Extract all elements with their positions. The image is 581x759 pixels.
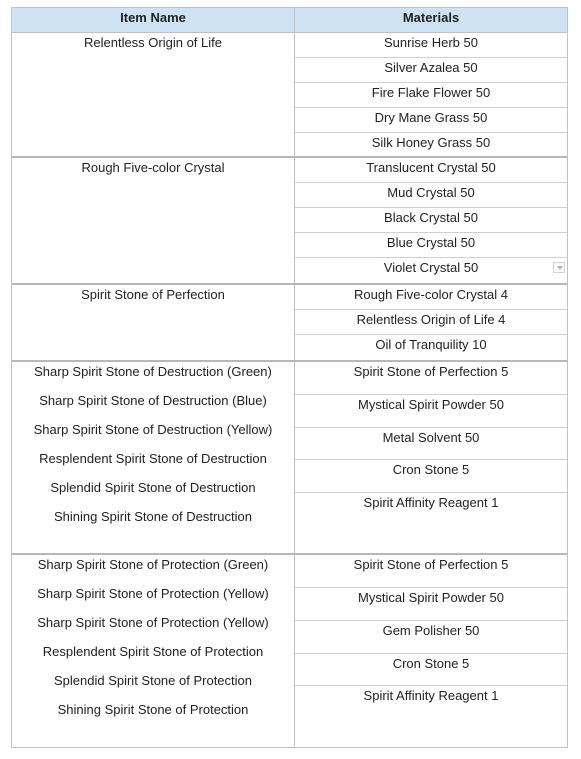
item-name-cell[interactable] — [12, 285, 295, 360]
header-materials[interactable]: Materials — [295, 8, 567, 33]
material-label: Rough Five-color Crystal 4 — [354, 287, 508, 302]
material-cell[interactable] — [295, 335, 567, 360]
material-label: Sunrise Herb 50 — [384, 35, 478, 50]
material-cell[interactable] — [295, 285, 567, 310]
material-cell[interactable] — [295, 428, 567, 460]
item-name: Resplendent Spirit Stone of Destruction — [39, 451, 267, 466]
material-label: Cron Stone 5 — [392, 656, 470, 671]
material-cell[interactable] — [295, 310, 567, 335]
item-name-cell[interactable] — [12, 33, 295, 156]
material-cell[interactable] — [295, 83, 567, 108]
materials-table — [11, 7, 568, 748]
item-name: Shining Spirit Stone of Protection — [57, 702, 249, 717]
material-label: Spirit Stone of Perfection 5 — [353, 557, 509, 572]
material-label: Oil of Tranquility 10 — [375, 337, 487, 352]
material-cell[interactable] — [295, 686, 567, 746]
item-name: Shining Spirit Stone of Destruction — [54, 509, 252, 524]
item-name-cell[interactable] — [12, 362, 295, 553]
table-row-group — [12, 158, 567, 285]
material-label: Cron Stone 5 — [392, 462, 470, 477]
item-name: Resplendent Spirit Stone of Protection — [42, 644, 264, 659]
material-cell[interactable] — [295, 258, 567, 283]
item-name-cell[interactable] — [12, 158, 295, 283]
table-row-group — [12, 285, 567, 362]
material-cell[interactable] — [295, 158, 567, 183]
table-row-group — [12, 362, 567, 555]
table-row-group — [12, 555, 567, 748]
material-label: Spirit Affinity Reagent 1 — [363, 688, 499, 703]
material-label: Violet Crystal 50 — [383, 260, 479, 275]
material-cell[interactable] — [295, 183, 567, 208]
material-label: Dry Mane Grass 50 — [374, 110, 488, 125]
material-label: Spirit Affinity Reagent 1 — [363, 495, 499, 510]
item-name: Relentless Origin of Life — [83, 35, 222, 50]
material-cell[interactable] — [295, 654, 567, 686]
material-label: Mud Crystal 50 — [387, 185, 475, 200]
material-cell[interactable] — [295, 460, 567, 493]
item-name: Sharp Spirit Stone of Destruction (Blue) — [39, 393, 267, 408]
material-label: Black Crystal 50 — [384, 210, 478, 225]
item-name: Splendid Spirit Stone of Destruction — [50, 480, 256, 495]
material-cell[interactable] — [295, 621, 567, 654]
material-label: Mystical Spirit Powder 50 — [358, 397, 504, 412]
item-name: Sharp Spirit Stone of Protection (Yellow) — [37, 586, 269, 601]
material-cell[interactable] — [295, 58, 567, 83]
material-label: Silk Honey Grass 50 — [371, 135, 491, 150]
material-cell[interactable] — [295, 555, 567, 588]
table-row-group — [12, 33, 567, 158]
material-cell[interactable] — [295, 493, 567, 553]
item-name: Spirit Stone of Perfection — [81, 287, 225, 302]
item-name: Sharp Spirit Stone of Protection (Green) — [37, 557, 269, 572]
material-label: Gem Polisher 50 — [382, 623, 480, 638]
material-label: Fire Flake Flower 50 — [371, 85, 491, 100]
material-label: Metal Solvent 50 — [382, 430, 480, 445]
material-cell[interactable] — [295, 133, 567, 156]
material-cell[interactable] — [295, 395, 567, 428]
item-name: Sharp Spirit Stone of Destruction (Yellow) — [33, 422, 273, 437]
item-name: Rough Five-color Crystal — [81, 160, 225, 175]
material-cell[interactable] — [295, 108, 567, 133]
item-name: Sharp Spirit Stone of Protection (Yellow) — [37, 615, 269, 630]
material-label: Mystical Spirit Powder 50 — [358, 590, 504, 605]
material-cell[interactable] — [295, 362, 567, 395]
item-name-cell[interactable] — [12, 555, 295, 746]
material-label: Translucent Crystal 50 — [366, 160, 496, 175]
dropdown-arrow-icon[interactable] — [553, 262, 565, 273]
material-label: Silver Azalea 50 — [384, 60, 478, 75]
material-cell[interactable] — [295, 208, 567, 233]
material-label: Spirit Stone of Perfection 5 — [353, 364, 509, 379]
item-name: Sharp Spirit Stone of Destruction (Green) — [34, 364, 272, 379]
material-cell[interactable] — [295, 233, 567, 258]
material-cell[interactable] — [295, 588, 567, 621]
material-label: Blue Crystal 50 — [386, 235, 476, 250]
item-name: Splendid Spirit Stone of Protection — [53, 673, 252, 688]
material-label: Relentless Origin of Life 4 — [356, 312, 506, 327]
header-item-name[interactable]: Item Name — [12, 8, 295, 33]
material-cell[interactable] — [295, 33, 567, 58]
